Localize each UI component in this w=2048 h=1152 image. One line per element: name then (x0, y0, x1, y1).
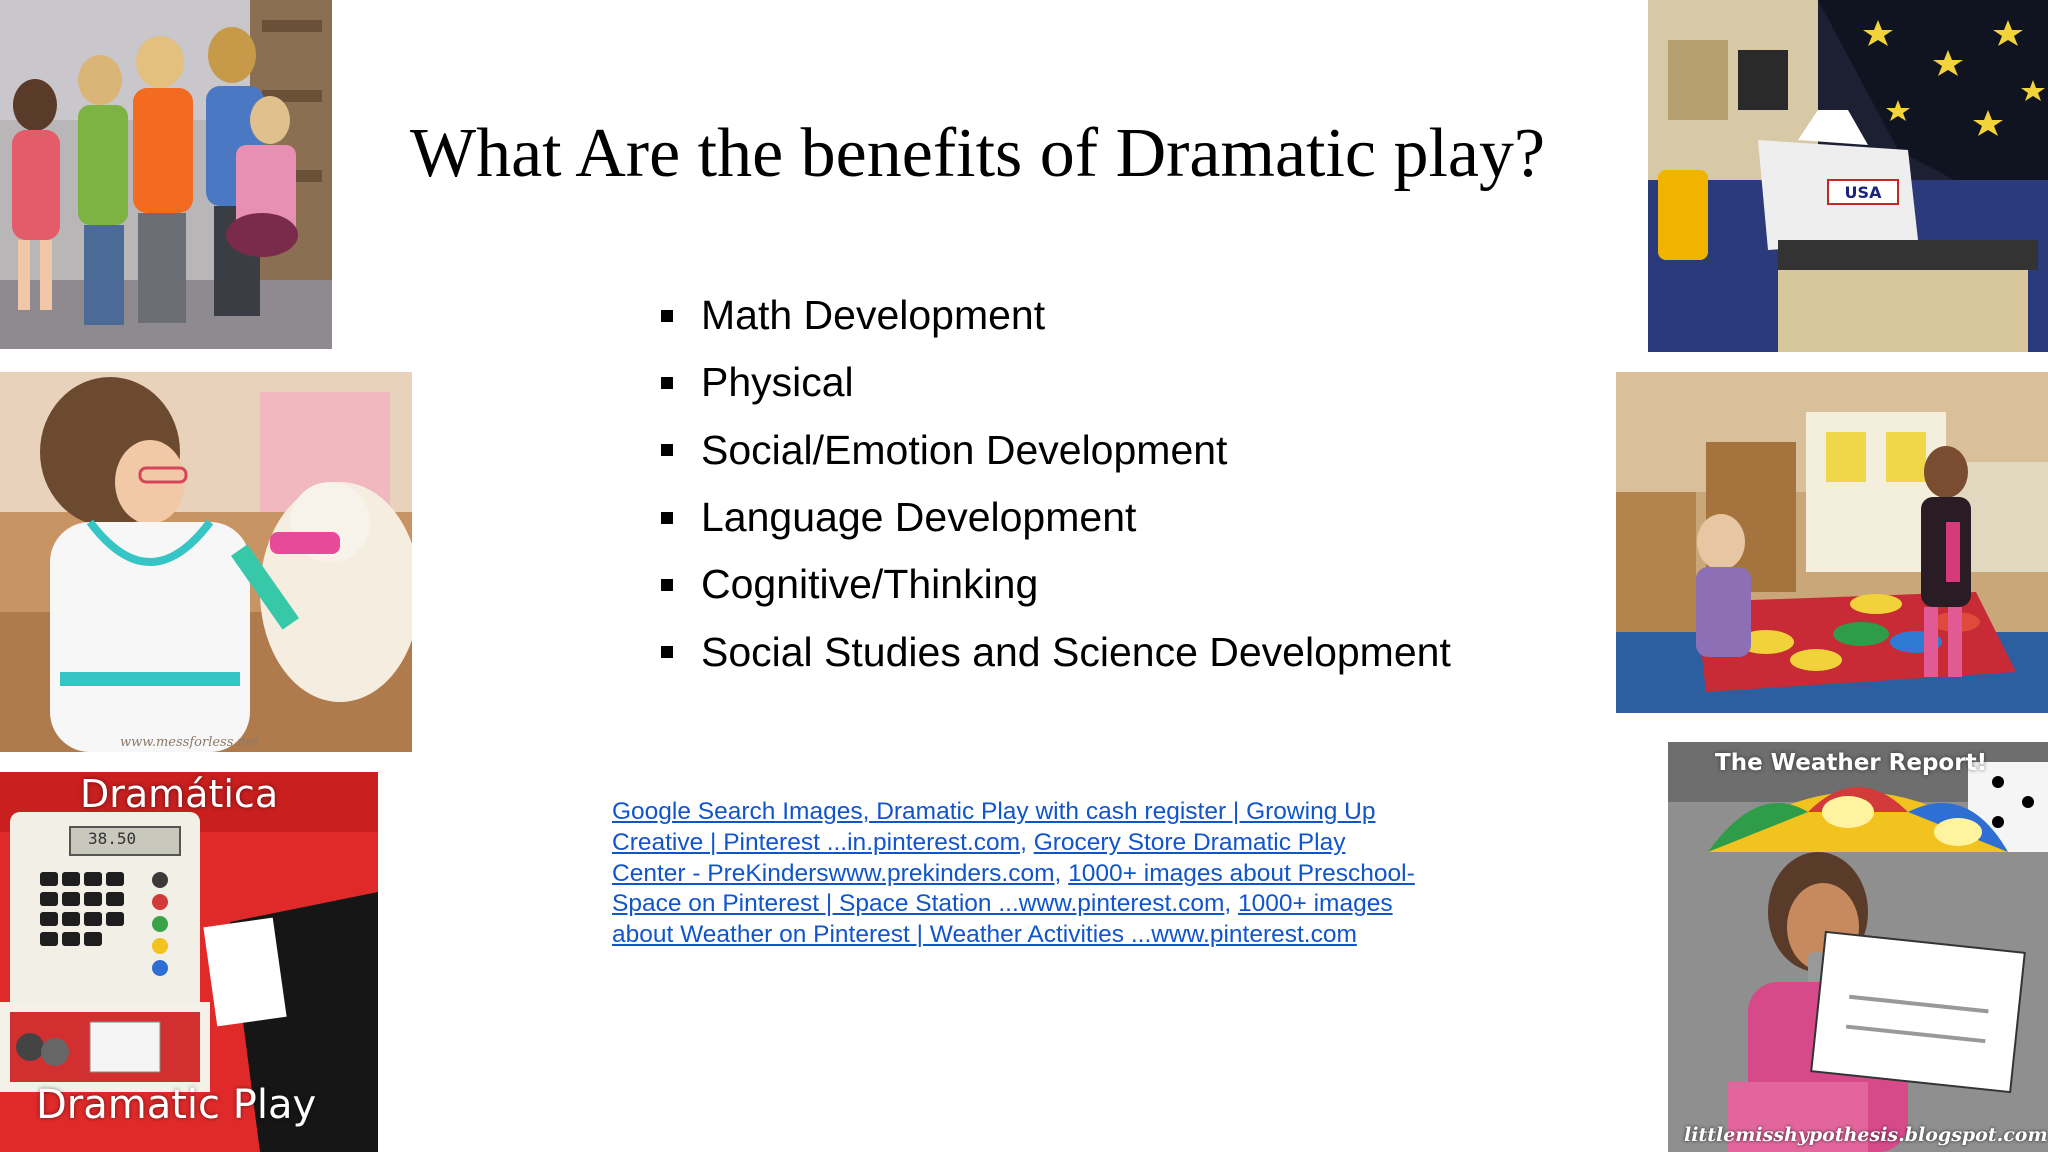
kitchen-play-photo (1616, 372, 2048, 713)
reference-separator: , (1054, 859, 1069, 887)
register-display: 38.50 (88, 829, 137, 848)
square-bullet-icon (661, 512, 673, 524)
register-caption-bottom: Dramatic Play (36, 1082, 317, 1128)
square-bullet-icon (661, 646, 673, 658)
weather-report-photo (1668, 742, 2048, 1152)
square-bullet-icon (661, 377, 673, 389)
space-station-photo (1648, 0, 2048, 352)
photo-doctor-play-icon (0, 372, 412, 752)
doctor-watermark: www.messforless.net (120, 735, 259, 750)
photo-kitchen-play-icon (1616, 372, 2048, 713)
list-item (655, 484, 1451, 551)
bullet-text: Social Studies and Science Development (701, 628, 1451, 675)
square-bullet-icon (661, 310, 673, 322)
photo-space-station-icon (1648, 0, 2048, 352)
benefits-list (655, 282, 1451, 686)
list-item (655, 417, 1451, 484)
reference-link[interactable]: 1000+ images about Preschool- Space on Pinterest | Space Station ...www.pinterest.com (612, 859, 1415, 918)
children-dancing-photo (0, 0, 332, 349)
weather-caption-bottom: littlemisshypothesis.blogspot.com (1684, 1124, 2048, 1146)
weather-caption-top: The Weather Report! (1715, 750, 1988, 776)
bullet-text: Physical (701, 359, 854, 406)
reference-separator: , (1020, 828, 1034, 856)
bullet-text: Social/Emotion Development (701, 426, 1228, 473)
square-bullet-icon (661, 579, 673, 591)
list-item (655, 282, 1451, 349)
bullet-text: Cognitive/Thinking (701, 561, 1039, 608)
slide-title: What Are the benefits of Dramatic play? (410, 115, 1546, 192)
reference-link[interactable]: Grocery Store Dramatic Play Center - PreKinderswww.prekinders.com (612, 828, 1346, 887)
reference-separator: , (1224, 890, 1238, 918)
bullet-text: Math Development (701, 292, 1046, 339)
usa-sign-text: USA (1844, 183, 1882, 202)
bullet-text: Language Development (701, 494, 1137, 541)
reference-link[interactable]: 1000+ images about Weather on Pinterest | Weather Activities ...www.pinterest.com (612, 890, 1393, 949)
square-bullet-icon (661, 444, 673, 456)
list-item (655, 618, 1451, 685)
photo-weather-report-icon (1668, 742, 2048, 1152)
references-block (612, 797, 1417, 951)
list-item (655, 551, 1451, 618)
list-item (655, 349, 1451, 416)
photo-children-dancing-icon (0, 0, 332, 349)
doctor-play-photo (0, 372, 412, 752)
reference-link[interactable]: Google Search Images, Dramatic Play with cash register | Growing Up Creative | Pinterest ...in.pinterest.com (612, 798, 1376, 856)
register-caption-top: Dramática (80, 772, 279, 816)
cash-register-photo (0, 772, 378, 1152)
